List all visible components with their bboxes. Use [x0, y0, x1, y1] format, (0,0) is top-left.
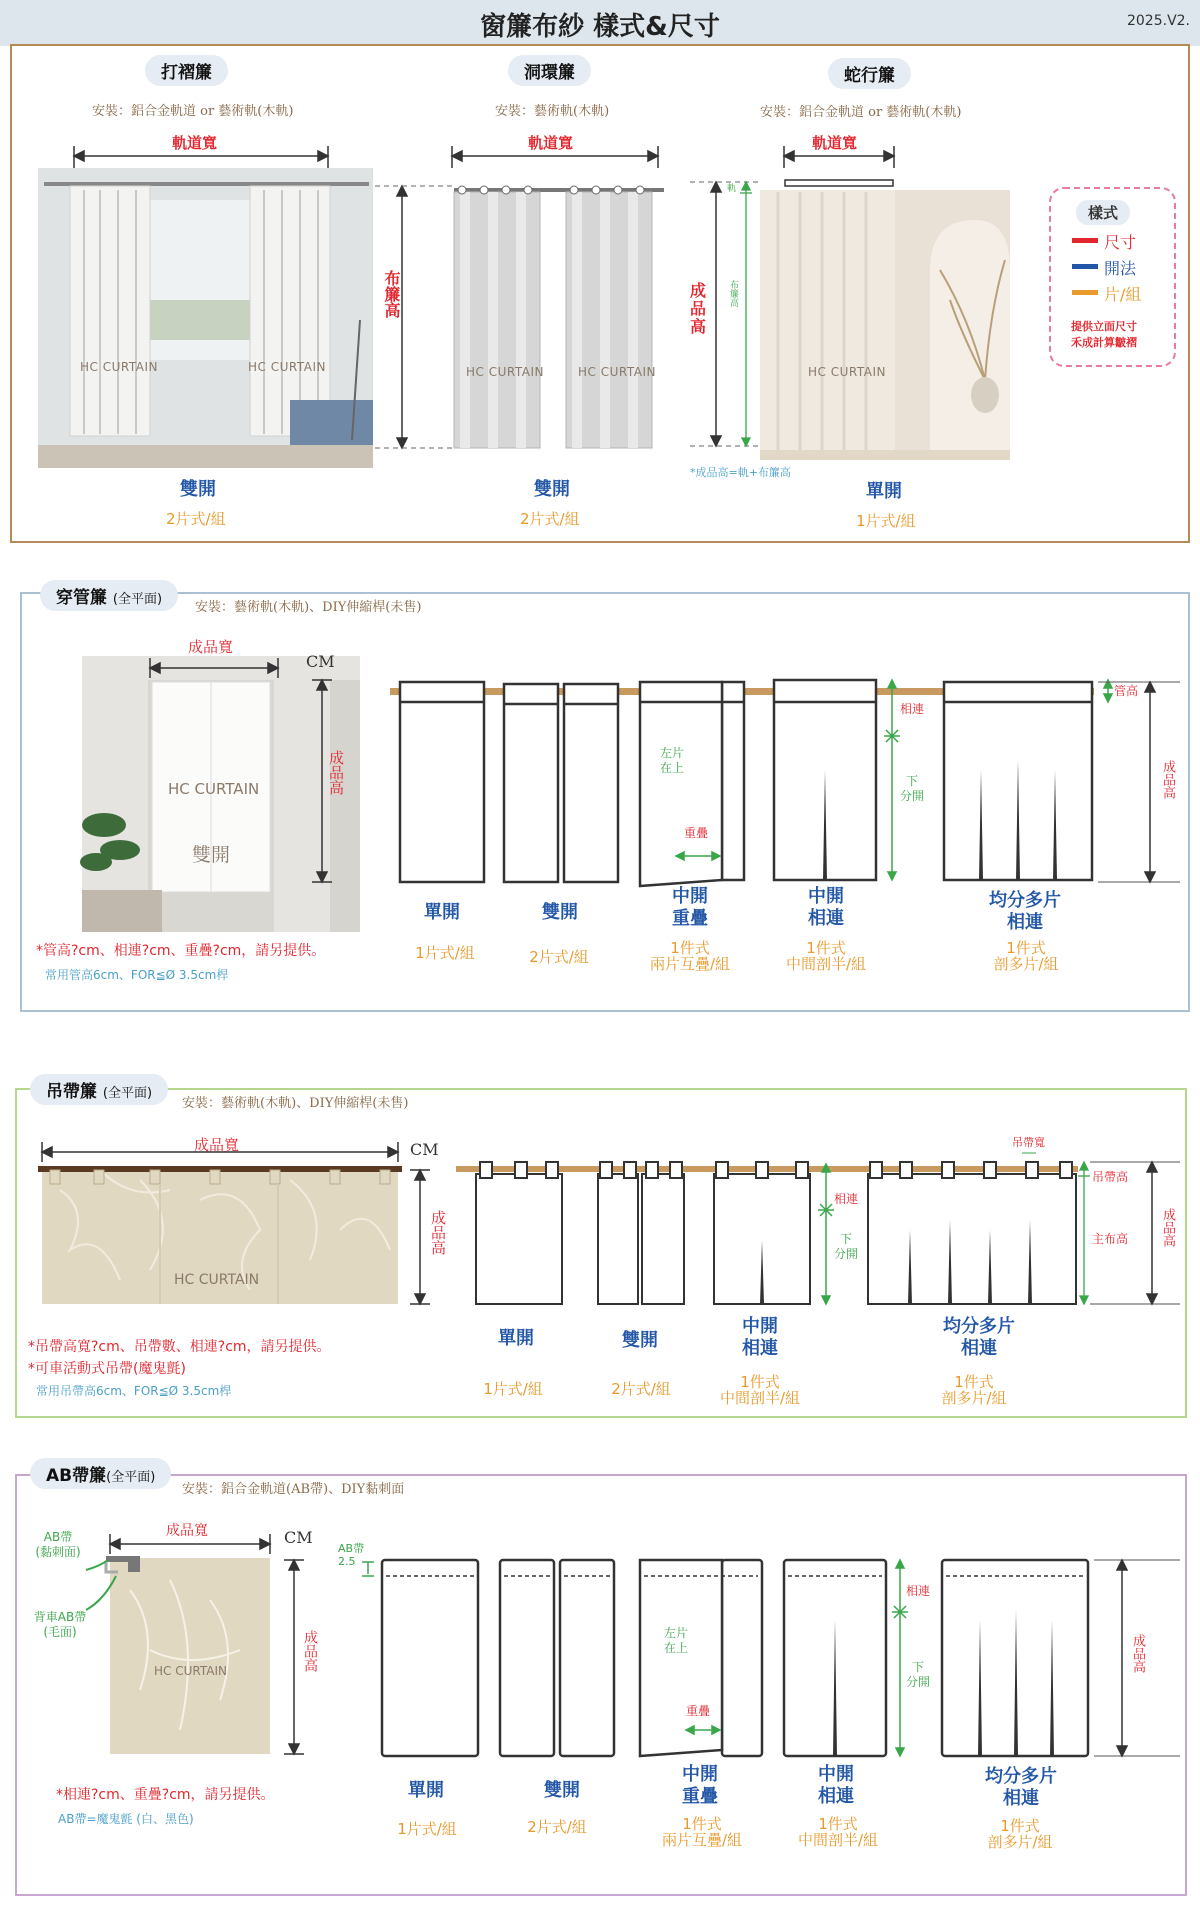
- tab-top-cm: CM: [410, 1140, 439, 1159]
- tab-top-main-height: 主布高: [1092, 1232, 1129, 1246]
- rod-pocket-name: 穿管簾: [56, 588, 107, 608]
- pleated-pieces: 2片式/組: [166, 510, 226, 528]
- tab-top-note-2: *可車活動式吊帶(魔鬼氈): [28, 1361, 186, 1377]
- ab-tape-loop-label: 背車AB帶 (毛面): [33, 1610, 87, 1639]
- rod-pocket-type-2-method: 雙開: [542, 902, 578, 923]
- ripple-title: 蛇行簾: [828, 58, 911, 89]
- ab-tape-type-1-pieces: 1片式/組: [397, 1820, 457, 1838]
- ripple-height-label: 成品高: [690, 281, 707, 336]
- ab-tape-joined: 相連: [906, 1584, 931, 1598]
- tab-top-height-label: 成品高: [429, 1210, 447, 1255]
- legend-size: 尺寸: [1104, 233, 1137, 252]
- tab-top-suffix: (全平面): [102, 1086, 153, 1101]
- rod-pocket-total-height: 成品高: [1160, 760, 1175, 799]
- ab-tape-width-label: 成品寬: [166, 1523, 208, 1539]
- grommet-install: 安裝：藝術軌(木軌): [495, 104, 610, 119]
- rod-pocket-type-5-pieces: 1件式 剖多片/組: [993, 939, 1059, 973]
- ab-tape-hook-label: AB帶 (黏刺面): [35, 1530, 81, 1559]
- version-label: 2025.V2.: [1126, 13, 1190, 29]
- rod-pocket-cm: CM: [306, 652, 335, 671]
- rod-pocket-type-4-pieces: 1件式 中間剖半/組: [785, 939, 867, 973]
- tab-top-title: [30, 1074, 168, 1105]
- rod-pocket-type-1-pieces: 1片式/組: [415, 944, 475, 962]
- tab-top-note-1: *吊帶高寬?cm、吊帶數、相連?cm，請另提供。: [28, 1339, 331, 1355]
- tab-top-install: 安裝：藝術軌(木軌)、DIY伸縮桿(未售): [182, 1096, 409, 1111]
- ab-tape-title: [30, 1458, 171, 1489]
- rod-pocket-type-3-pieces: 1件式 兩片互疊/組: [649, 939, 731, 973]
- tab-top-photo-watermark: HC CURTAIN: [174, 1272, 260, 1288]
- rod-pocket-photo-open: 雙開: [192, 844, 231, 866]
- pleated-width-label: 軌道寬: [172, 134, 218, 152]
- rod-pocket-suffix: (全平面): [112, 592, 163, 607]
- ab-tape-height-label: 成品高: [302, 1630, 318, 1672]
- rod-pocket-note-2: 常用管高6cm、FOR≦Ø 3.5cm桿: [45, 968, 229, 982]
- ab-tape-type-5-pieces: 1件式 剖多片/組: [987, 1817, 1053, 1851]
- grommet-width-label: 軌道寬: [528, 134, 574, 152]
- rod-pocket-left-on-top: 左片 在上: [660, 746, 685, 775]
- ab-tape-total-height: 成品高: [1130, 1634, 1145, 1673]
- grommet-title: 洞環簾: [508, 55, 591, 86]
- pleated-install: 安裝：鋁合金軌道 or 藝術軌(木軌): [92, 104, 294, 119]
- watermark-5: HC CURTAIN: [808, 365, 886, 379]
- rod-pocket-joined: 相連: [900, 702, 925, 716]
- tab-top-type-2-pieces: 2片式/組: [611, 1380, 671, 1398]
- tab-top-tab-width: 吊帶寬: [1012, 1136, 1045, 1149]
- rod-pocket-type-4-method: 中開 相連: [808, 886, 844, 929]
- pleated-method: 雙開: [180, 479, 216, 500]
- tab-top-type-2-method: 雙開: [622, 1330, 658, 1351]
- ab-tape-lower-split: 下 分開: [906, 1660, 931, 1689]
- tab-top-lower-split: 下 分開: [834, 1232, 859, 1261]
- grommet-method: 雙開: [534, 479, 570, 500]
- watermark-2: HC CURTAIN: [248, 360, 326, 374]
- tab-top-note-3: 常用吊帶高6cm、FOR≦Ø 3.5cm桿: [36, 1384, 232, 1398]
- grommet-pieces: 2片式/組: [520, 510, 580, 528]
- rod-pocket-lower-split: 下 分開: [900, 774, 925, 803]
- ab-tape-type-1-method: 單開: [408, 1780, 444, 1801]
- ab-tape-type-4-method: 中開 相連: [818, 1764, 854, 1807]
- tab-top-width-label: 成品寬: [194, 1136, 240, 1154]
- ripple-formula: *成品高=軌+布簾高: [690, 466, 791, 479]
- legend-title: 樣式: [1076, 200, 1130, 225]
- ab-tape-photo-watermark: HC CURTAIN: [154, 1664, 227, 1678]
- tab-top-tab-height: 吊帶高: [1092, 1170, 1129, 1184]
- ripple-rail-label: 軌: [727, 184, 737, 194]
- ripple-method: 單開: [866, 481, 902, 502]
- tab-top-type-3-pieces: 1件式 中間剖半/組: [719, 1373, 801, 1407]
- ripple-curtain-height-label: 布簾高: [728, 280, 738, 307]
- rod-pocket-width-label: 成品寬: [188, 638, 234, 656]
- ab-tape-type-4-pieces: 1件式 中間剖半/組: [797, 1815, 879, 1849]
- ab-tape-overlap: 重疊: [686, 1704, 711, 1718]
- rod-pocket-height-label: 成品高: [327, 750, 345, 795]
- ab-tape-type-2-pieces: 2片式/組: [527, 1818, 587, 1836]
- ab-tape-type-2-method: 雙開: [544, 1780, 580, 1801]
- tab-top-type-4-method: 均分多片 相連: [943, 1316, 1015, 1359]
- ab-tape-ab-height: AB帶 2.5: [338, 1542, 365, 1568]
- rod-pocket-pipe-height: 管高: [1114, 684, 1139, 698]
- rod-pocket-type-2-pieces: 2片式/組: [529, 948, 589, 966]
- legend-pieces: 片/組: [1104, 285, 1142, 304]
- rod-pocket-type-1-method: 單開: [424, 902, 460, 923]
- ab-tape-note-1: *相連?cm、重疊?cm，請另提供。: [56, 1787, 275, 1803]
- ripple-install: 安裝：鋁合金軌道 or 藝術軌(木軌): [760, 105, 962, 120]
- tab-top-type-1-method: 單開: [498, 1328, 534, 1349]
- watermark-3: HC CURTAIN: [466, 365, 544, 379]
- legend-method: 開法: [1104, 259, 1137, 278]
- tab-top-joined: 相連: [834, 1192, 859, 1206]
- ab-tape-type-3-method: 中開 重疊: [682, 1764, 718, 1807]
- rod-pocket-type-3-method: 中開 重疊: [672, 886, 708, 929]
- ab-tape-left-on-top: 左片 在上: [664, 1626, 689, 1655]
- ab-tape-suffix: (全平面): [106, 1470, 156, 1485]
- ripple-width-label: 軌道寬: [812, 134, 858, 152]
- legend-note-2: 禾成計算皺褶: [1071, 336, 1137, 349]
- ab-tape-name: AB帶簾: [46, 1466, 107, 1486]
- tab-top-type-1-pieces: 1片式/組: [483, 1380, 543, 1398]
- tab-top-type-4-pieces: 1件式 剖多片/組: [941, 1373, 1007, 1407]
- tab-top-name: 吊帶簾: [46, 1082, 97, 1102]
- grommet-height-label: 布簾高: [382, 270, 401, 318]
- ab-tape-note-2: AB帶=魔鬼氈 (白、黑色): [58, 1812, 194, 1826]
- rod-pocket-install: 安裝：藝術軌(木軌)、DIY伸縮桿(未售): [195, 600, 422, 615]
- rod-pocket-type-5-method: 均分多片 相連: [989, 890, 1061, 933]
- rod-pocket-note-1: *管高?cm、相連?cm、重疊?cm，請另提供。: [36, 943, 326, 959]
- watermark-4: HC CURTAIN: [578, 365, 656, 379]
- tab-top-type-3-method: 中開 相連: [742, 1316, 778, 1359]
- ab-tape-type-3-pieces: 1件式 兩片互疊/組: [661, 1815, 743, 1849]
- tab-top-total-height: 成品高: [1160, 1208, 1175, 1247]
- rod-pocket-overlap: 重疊: [684, 826, 709, 840]
- ab-tape-install: 安裝：鋁合金軌道(AB帶)、DIY黏刺面: [182, 1482, 405, 1497]
- rod-pocket-photo-watermark: HC CURTAIN: [168, 780, 260, 798]
- watermark-1: HC CURTAIN: [80, 360, 158, 374]
- legend-note-1: 提供立面尺寸: [1071, 320, 1137, 333]
- ab-tape-type-5-method: 均分多片 相連: [985, 1766, 1057, 1809]
- page-title: 窗簾布紗 樣式&尺寸: [480, 12, 720, 42]
- ripple-pieces: 1片式/組: [856, 512, 916, 530]
- pleated-title: 打褶簾: [145, 55, 228, 86]
- ab-tape-cm: CM: [284, 1528, 313, 1547]
